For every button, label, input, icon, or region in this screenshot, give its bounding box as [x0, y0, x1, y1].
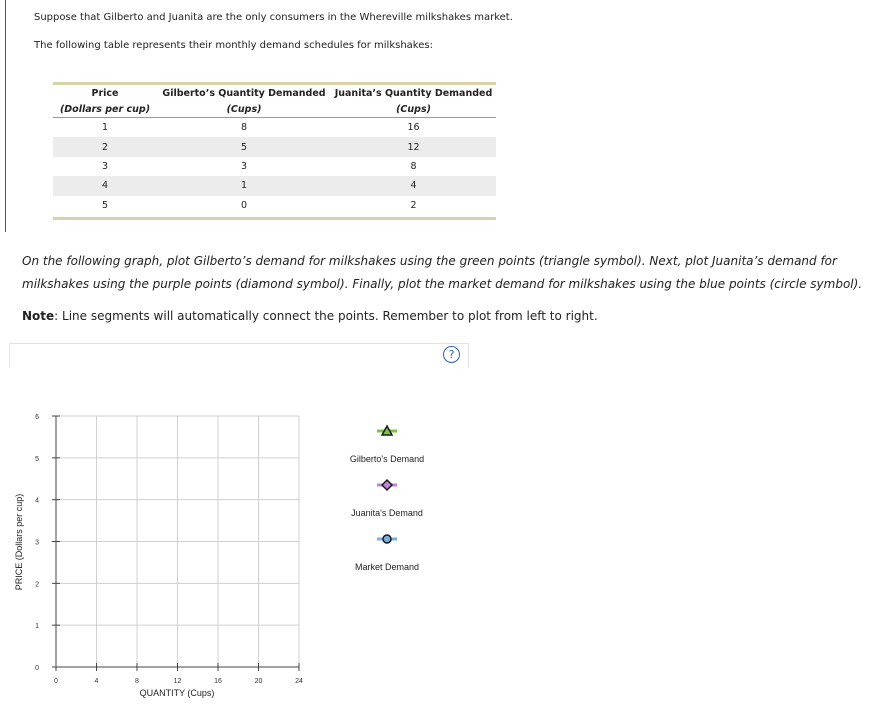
y-tick-label: 1 — [35, 623, 39, 631]
x-tick-label: 8 — [135, 678, 139, 685]
cell-gilberto: 1 — [157, 176, 331, 195]
legend-item[interactable] — [355, 535, 419, 572]
note-text — [22, 309, 598, 323]
triangle-icon[interactable] — [382, 426, 392, 435]
intro-line-2: The following table represents their monthly demand schedules for milkshakes: — [34, 40, 433, 51]
cell-juanita: 2 — [410, 199, 417, 211]
note-label: Note — [22, 309, 55, 323]
plot-instructions: On the following graph, plot Gilberto’s demand for milkshakes using the green points (triangle symbol). Next, plot Juanita’s demand for milkshakes using the purple points (diamond symbol). Finally, plot the market demand for milkshakes using the blue points (circle symbol). — [22, 254, 863, 291]
circle-icon[interactable] — [383, 535, 391, 543]
intro-line-1: Suppose that Gilberto and Juanita are the only consumers in the Whereville milkshakes market. — [34, 12, 513, 23]
graph-toolbar — [9, 343, 469, 368]
y-axis-label: PRICE (Dollars per cup) — [14, 493, 24, 591]
x-tick-label: 16 — [214, 678, 222, 685]
x-tick-label: 0 — [54, 678, 58, 685]
y-tick-label: 4 — [35, 497, 39, 505]
cell-price: 2 — [53, 137, 157, 156]
header-juanita: Juanita’s Quantity Demanded — [334, 87, 493, 99]
tick-labels — [35, 414, 303, 685]
table-row — [53, 196, 496, 215]
subheader-price: (Dollars per cup) — [53, 101, 157, 118]
y-tick-label: 3 — [35, 539, 39, 547]
left-divider — [5, 0, 6, 232]
table-row — [53, 176, 496, 195]
y-tick-label: 6 — [35, 414, 39, 421]
x-tick-label: 4 — [94, 678, 99, 685]
cell-gilberto: 0 — [240, 199, 248, 211]
legend-label: Juanita's Demand — [351, 508, 423, 518]
cell-price: 3 — [101, 160, 109, 172]
table-row — [53, 137, 496, 156]
cell-gilberto: 3 — [240, 160, 248, 172]
x-tick-label: 20 — [254, 678, 263, 685]
cell-price: 5 — [101, 199, 109, 211]
legend-item[interactable] — [351, 480, 423, 518]
subheader-juanita: (Cups) — [331, 101, 496, 118]
legend-item[interactable] — [350, 426, 424, 464]
cell-price: 4 — [53, 176, 157, 195]
note-body: : Line segments will automatically connect the points. Remember to plot from left to right. — [54, 309, 598, 323]
diamond-icon[interactable] — [382, 480, 392, 490]
table-row — [53, 118, 496, 138]
x-tick-label: 12 — [173, 678, 182, 685]
cell-juanita: 8 — [410, 160, 417, 172]
x-tick-label: 24 — [295, 678, 303, 685]
cell-gilberto: 5 — [157, 137, 331, 156]
x-axis-label: QUANTITY (Cups) — [139, 688, 215, 698]
legend — [350, 426, 424, 572]
grid-lines — [56, 416, 299, 667]
header-price: Price — [91, 87, 119, 99]
cell-price: 1 — [101, 122, 109, 134]
subheader-gilberto: (Cups) — [157, 101, 331, 118]
legend-label: Market Demand — [354, 562, 420, 572]
table-row — [53, 157, 496, 176]
y-tick-label: 2 — [35, 581, 39, 589]
cell-juanita: 4 — [331, 176, 496, 195]
cell-gilberto: 8 — [240, 122, 248, 134]
y-tick-label: 5 — [35, 455, 39, 463]
table-bottom-rule — [53, 217, 496, 220]
axes — [52, 416, 299, 671]
header-gilberto: Gilberto’s Quantity Demanded — [162, 87, 326, 99]
help-icon[interactable]: ? — [443, 346, 460, 363]
demand-schedule-table — [53, 82, 496, 220]
y-tick-label: 0 — [35, 665, 39, 672]
cell-juanita: 16 — [407, 122, 420, 134]
legend-label: Gilberto's Demand — [349, 454, 425, 464]
cell-juanita: 12 — [331, 137, 496, 156]
